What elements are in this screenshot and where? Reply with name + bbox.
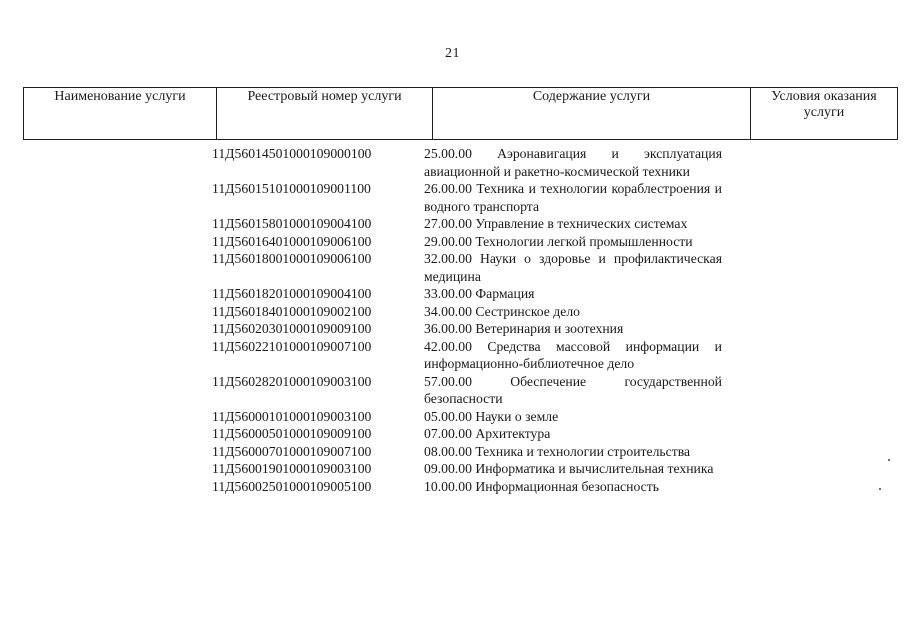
header-registry-number: Реестровый номер услуги [217,88,433,140]
table-row [0,233,905,251]
table-row [0,408,905,426]
registry-code: 11Д56022101000109007100 [212,338,372,354]
service-content: 29.00.00 Технологии легкой промышленности [424,233,693,249]
service-content: 42.00.00 Средства массовой информации и информационно-библиотечное дело [424,338,722,371]
service-content: 34.00.00 Сестринское дело [424,303,581,319]
registry-code: 11Д56001901000109003100 [212,461,372,476]
service-content: 10.00.00 Информационная безопасность [424,478,659,494]
header-service-content: Содержание услуги [433,88,751,140]
table-row [0,180,905,215]
registry-code: 11Д56002501000109005100 [212,478,372,494]
registry-code: 11Д56016401000109006100 [212,233,372,249]
table-row [0,250,905,285]
table-row [0,338,905,373]
registry-code: 11Д56000101000109003100 [212,408,372,424]
service-content: 32.00.00 Науки о здоровье и профилактическая медицина [424,251,722,284]
table-row [0,285,905,303]
service-content: 25.00.00 Аэронавигация и эксплуатация авиационной и ракетно-космической техники [424,146,722,179]
service-content: 27.00.00 Управление в технических системах [424,216,688,231]
header-service-name: Наименование услуги [24,88,217,140]
table-row [0,478,905,496]
table-row [0,460,905,478]
registry-code: 11Д56028201000109003100 [212,373,372,389]
table-row [0,443,905,461]
service-content: 33.00.00 Фармация [424,286,535,301]
page-number: 21 [445,46,460,61]
registry-code: 11Д56018001000109006100 [212,251,372,266]
table-row [0,425,905,443]
registry-code: 11Д56014501000109000100 [212,146,372,161]
service-content: 36.00.00 Ветеринария и зоотехния [424,321,624,336]
service-content: 08.00.00 Техника и технологии строительства [424,443,691,459]
service-content: 09.00.00 Информатика и вычислительная техника [424,461,714,476]
scan-speck [888,459,890,461]
registry-code: 11Д56018201000109004100 [212,286,372,301]
service-content: 05.00.00 Науки о земле [424,408,559,424]
table-row [0,145,905,180]
registry-code: 11Д56015101000109001100 [212,181,371,196]
service-content: 26.00.00 Техника и технологии кораблестроения и водного транспорта [424,181,722,214]
services-list [0,145,905,495]
registry-code: 11Д56015801000109004100 [212,216,372,231]
service-content: 07.00.00 Архитектура [424,426,551,441]
services-table-header [23,87,898,140]
registry-code: 11Д56000501000109009100 [212,426,372,441]
registry-code: 11Д56000701000109007100 [212,443,372,459]
table-row [0,215,905,233]
scan-speck [879,488,881,490]
header-service-conditions: Условия оказания услуги [751,88,898,140]
table-row [0,303,905,321]
registry-code: 11Д56018401000109002100 [212,303,372,319]
registry-code: 11Д56020301000109009100 [212,321,372,336]
table-row [0,373,905,408]
table-row [0,320,905,338]
service-content: 57.00.00 Обеспечение государственной безопасности [424,373,722,406]
